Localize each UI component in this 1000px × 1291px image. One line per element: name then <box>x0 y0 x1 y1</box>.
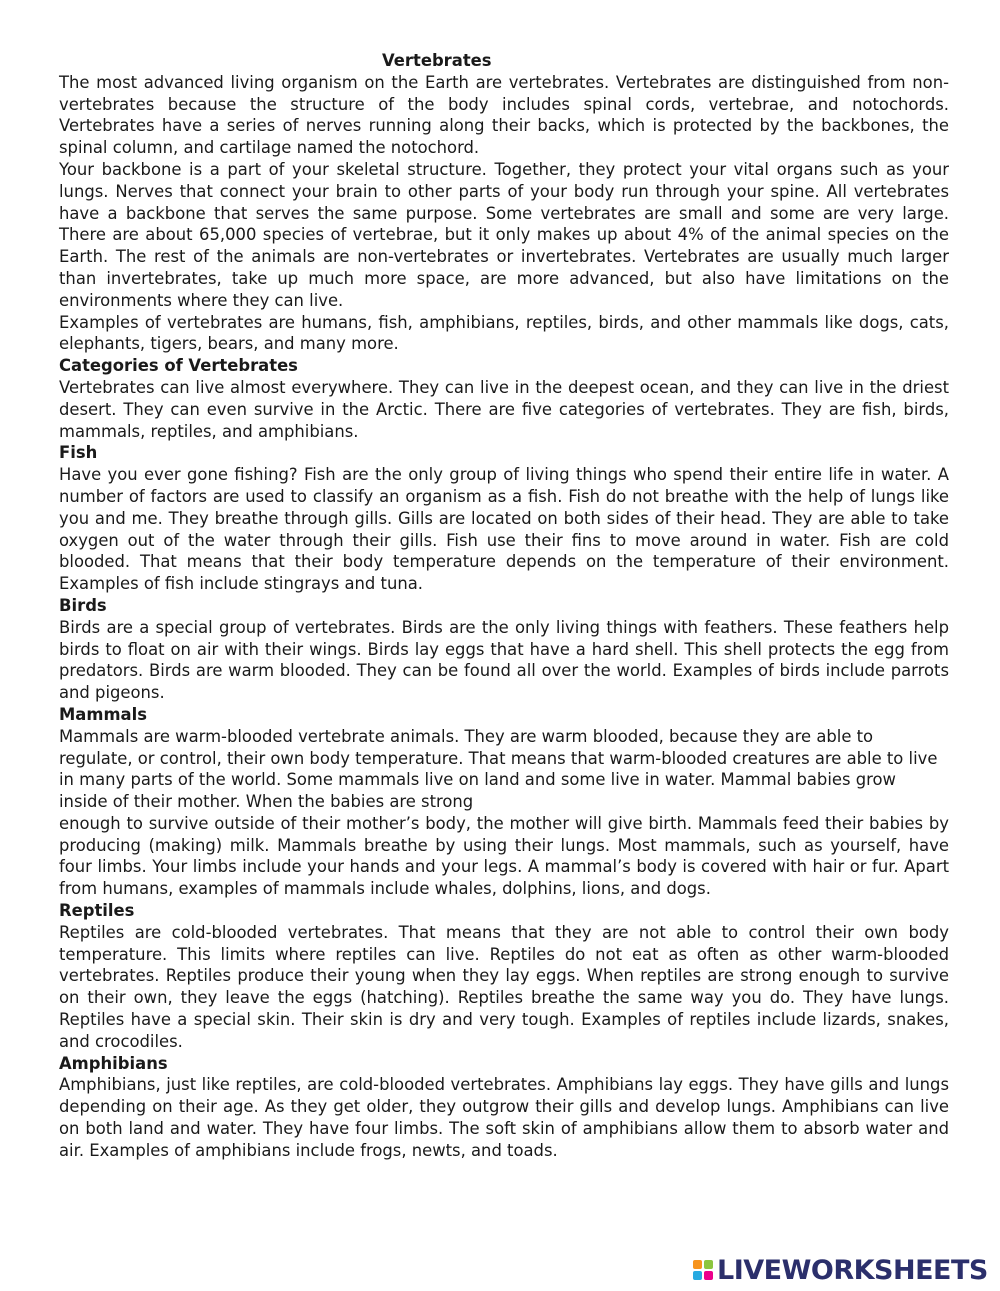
section-text-birds: Birds are a special group of vertebrates. Birds are the only living things with feathers. These feathers help birds to float on air with their wings. Birds lay eggs that have a hard shell. This shell protects the egg from predators. Birds are warm blooded. They can be found all over the world. Examples of birds include parrots and pigeons. <box>59 617 949 703</box>
logo-block <box>693 1260 702 1269</box>
section-heading-reptiles: Reptiles <box>59 901 135 921</box>
mammals-text-1: Mammals are warm-blooded vertebrate animals. They are warm blooded, because they are able to regulate, or control, their own body temperature. That means that warm-blooded creatures are able to live in many parts of the world. Some mammals live on land and some live in water. Mammal babies grow inside of their mother. When the babies are strong <box>59 726 938 812</box>
logo-block <box>693 1271 702 1280</box>
logo-block <box>704 1271 713 1280</box>
section-text-mammals <box>59 726 949 900</box>
intro-text-1: The most advanced living organism on the Earth are vertebrates. Vertebrates are distinguished from non-vertebrates because the structure of the body includes spinal cords, vertebrae, and notochords. Vertebrates have a series of nerves running along their backs, which is protected by the backbones, the spinal column, and cartilage named the notochord. <box>59 72 949 158</box>
liveworksheets-logo <box>693 1254 988 1286</box>
section-heading-birds: Birds <box>59 595 107 615</box>
intro-paragraph <box>59 72 949 355</box>
section-heading-mammals: Mammals <box>59 704 147 724</box>
section-text-categories: Vertebrates can live almost everywhere. They can live in the deepest ocean, and they can live in the driest desert. They can even survive in the Arctic. There are five categories of vertebrates. They are fish, birds, mammals, reptiles, and amphibians. <box>59 377 949 441</box>
section-text-fish: Have you ever gone fishing? Fish are the only group of living things who spend their entire life in water. A number of factors are used to classify an organism as a fish. Fish do not breathe with the help of lungs like you and me. They breathe through gills. Gills are located on both sides of their head. They are able to take oxygen out of the water through their gills. Fish use their fins to move around in water. Fish are cold blooded. That means that their body temperature depends on the temperature of their environment. Examples of fish include stingrays and tuna. <box>59 465 949 594</box>
intro-text-2: Your backbone is a part of your skeletal structure. Together, they protect your vital organs such as your lungs. Nerves that connect your brain to other parts of your body run through your spine. All vertebrates have a backbone that serves the same purpose. Some vertebrates are small and some are very large. There are about 65,000 species of vertebrae, but it only makes up about 4% of the animal species on the Earth. The rest of the animals are non-vertebrates or invertebrates. Vertebrates are usually much larger than invertebrates, take up much more space, are more advanced, but also have limitations on the environments where they can live. <box>59 159 949 310</box>
section-heading-amphibians: Amphibians <box>59 1053 168 1073</box>
logo-text: LIVEWORKSHEETS <box>717 1254 988 1286</box>
section-heading-categories: Categories of Vertebrates <box>59 356 298 376</box>
document <box>59 50 949 1162</box>
logo-blocks-icon <box>693 1260 713 1280</box>
mammals-text-2: enough to survive outside of their mother’s body, the mother will give birth. Mammals feed their babies by producing (making) milk. Mammals breathe by using their lungs. Most mammals, such as yourself, have four limbs. Your limbs include your hands and your legs. A mammal’s body is covered with hair or fur. Apart from humans, examples of mammals include whales, dolphins, lions, and dogs. <box>59 813 949 899</box>
logo-block <box>704 1260 713 1269</box>
document-title: Vertebrates <box>382 51 492 70</box>
section-text-amphibians: Amphibians, just like reptiles, are cold-blooded vertebrates. Amphibians lay eggs. They have gills and lungs depending on their age. As they get older, they outgrow their gills and develop lungs. Amphibians can live on both land and water. They have four limbs. The soft skin of amphibians allow them to absorb water and air. Examples of amphibians include frogs, newts, and toads. <box>59 1075 949 1160</box>
section-text-reptiles: Reptiles are cold-blooded vertebrates. That means that they are not able to control their own body temperature. This limits where reptiles can live. Reptiles do not eat as often as other warm-blooded vertebrates. Reptiles produce their young when they lay eggs. When reptiles are strong enough to survive on their own, they leave the eggs (hatching). Reptiles breathe the same way you do. They have lungs. Reptiles have a special skin. Their skin is dry and very tough. Examples of reptiles include lizards, snakes, and crocodiles. <box>59 922 949 1051</box>
intro-text-3: Examples of vertebrates are humans, fish, amphibians, reptiles, birds, and other mammals like dogs, cats, elephants, tigers, bears, and many more. <box>59 312 949 354</box>
section-heading-fish: Fish <box>59 443 98 463</box>
